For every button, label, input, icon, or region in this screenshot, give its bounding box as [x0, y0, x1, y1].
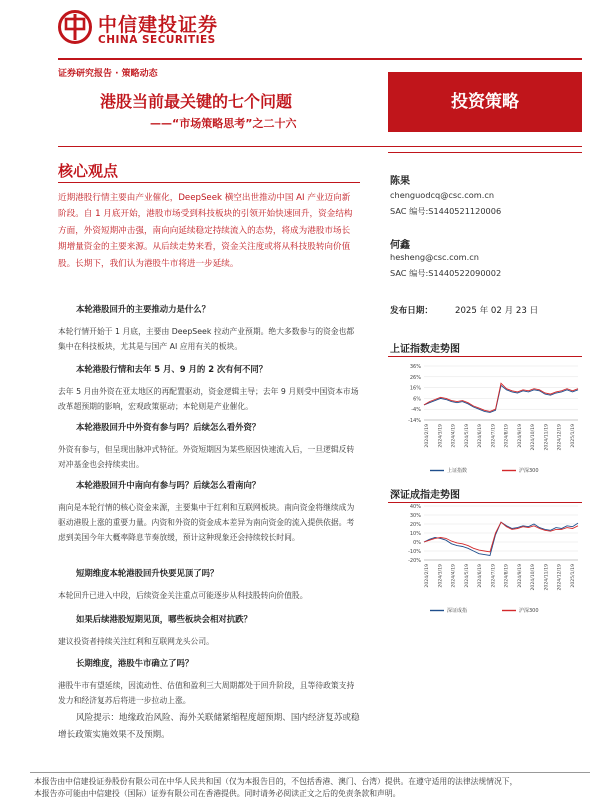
brand-name-en: CHINA SECURITIES: [98, 34, 216, 46]
report-series: 证券研究报告 · 策略动态: [58, 69, 158, 79]
y-tick-label: -4%: [411, 407, 421, 414]
y-tick-label: 16%: [409, 385, 421, 392]
y-tick-label: -10%: [408, 549, 421, 555]
report-title: 港股当前最关键的七个问题: [100, 92, 293, 111]
y-tick-label: 26%: [409, 374, 421, 381]
x-tick-label: 2024/11/19: [544, 564, 550, 591]
chart-rule: [388, 356, 582, 357]
qa-item: [58, 566, 360, 603]
company-logo: [58, 8, 228, 50]
core-view-rule: [58, 182, 360, 183]
legend-label: 上证指数: [447, 468, 468, 474]
y-tick-label: 0%: [413, 540, 421, 546]
brand-name-cn: 中信建投证券: [98, 14, 219, 36]
answer: 本轮回升已进入中段，后续资金关注重点可能逐步从科技股转向价值股。: [58, 591, 308, 600]
y-tick-label: 10%: [409, 531, 421, 537]
x-tick-label: 2024/10/19: [531, 564, 537, 591]
y-tick-label: 40%: [409, 504, 421, 510]
y-tick-label: 30%: [409, 513, 421, 519]
footer-rule: [30, 772, 590, 773]
question: 本轮港股回升中南向有参与吗？后续怎么看南向？: [76, 480, 261, 490]
publish-date-label: 发布日期：: [390, 306, 433, 316]
answer: 南向是本轮行情的核心资金来源，主要集中于红利和互联网板块。南向资金将继续成为驱动港股上涨的重要力量。内资和外资的资金成本差异为南向资金的流入提供依据。考虑到美国今年大概率降息节奏放缓，预计这种现象还会持续较长时间。: [58, 503, 355, 542]
chart-title-shanghai: 上证指数走势图: [390, 344, 460, 355]
x-tick-label: 2025/1/19: [571, 424, 576, 448]
qa-item: [58, 362, 360, 414]
analyst-sac: SAC 编号:S1440521120006: [390, 206, 502, 216]
question: 长期维度，港股牛市确立了吗？: [76, 658, 194, 668]
sidebar-rule: [388, 152, 582, 153]
analyst-email[interactable]: chenguodcq@csc.com.cn: [390, 190, 495, 200]
x-tick-label: 2024/10/19: [531, 424, 537, 451]
x-tick-label: 2024/12/19: [557, 424, 563, 451]
question: 短期维度本轮港股回升快要见顶了吗？: [76, 568, 219, 578]
title-rule: [58, 146, 582, 147]
answer: 去年 5 月由外资在亚太地区的再配置驱动，资金逻辑主导；去年 9 月则受中国资本市场改革超预期的影响，宏观政策驱动；本轮则是产业催化。: [58, 387, 359, 411]
csc-logo-icon: [58, 10, 92, 44]
disclaimer-line: 本报告由中信建投证券股份有限公司在中华人民共和国（仅为本报告目的，不包括香港、澳门、台湾）提供。在遵守适用的法律法规情况下，: [34, 777, 518, 786]
x-tick-label: 2025/1/19: [571, 564, 576, 588]
qa-item: [58, 612, 360, 649]
x-tick-label: 2024/2/19: [425, 424, 430, 448]
y-tick-label: -14%: [408, 418, 421, 424]
x-tick-label: 2024/4/19: [451, 424, 457, 448]
header-rule: [58, 58, 582, 60]
analyst-sac: SAC 编号:S1440522090002: [390, 268, 502, 278]
disclaimer: [34, 776, 594, 800]
x-tick-label: 2024/7/19: [491, 424, 497, 448]
y-tick-label: 36%: [409, 364, 421, 370]
answer: 本轮行情开始于 1 月底，主要由 DeepSeek 拉动产业预期。绝大多数参与的资金也都集中在科技板块，尤其是与国产 AI 应用有关的板块。: [58, 327, 355, 351]
question: 本轮港股回升的主要推动力是什么？: [76, 304, 210, 314]
qa-item: [58, 656, 360, 708]
x-tick-label: 2024/4/19: [451, 564, 457, 588]
shanghai-index-chart: [388, 360, 584, 476]
x-tick-label: 2024/5/19: [464, 424, 470, 448]
chart-title-shenzhen: 深证成指走势图: [390, 490, 460, 501]
x-tick-label: 2024/8/19: [504, 564, 510, 588]
analyst-email[interactable]: hesheng@csc.com.cn: [390, 252, 479, 262]
x-tick-label: 2024/7/19: [491, 564, 497, 588]
x-tick-label: 2024/11/19: [544, 424, 550, 451]
y-tick-label: 20%: [409, 522, 421, 528]
series-line: [424, 522, 578, 552]
x-tick-label: 2024/6/19: [478, 424, 484, 448]
category-badge: 投资策略: [388, 72, 582, 132]
legend-label: 沪深300: [519, 468, 539, 474]
x-tick-label: 2024/3/19: [438, 424, 444, 448]
question: 本轮港股行情和去年 5 月、9 月的 2 次有何不同？: [76, 364, 268, 374]
qa-item: [58, 302, 360, 354]
x-tick-label: 2024/9/19: [517, 424, 523, 448]
core-view-heading: 核心观点: [58, 162, 119, 180]
publish-date: [390, 304, 538, 316]
core-view-text: 近期港股行情主要由产业催化，DeepSeek 横空出世推动中国 AI 产业迈向新阶段。自 1 月底开始，港股市场受到科技板块的引领开始快速回升，资金结构方面，外资短期冲击强，南向向延续稳定持续流入的态势，将成为港股市场长期增量资金的主要来源。从后续走势来看，资金关注度或将从科技股转向价值股。长期下，我们认为港股牛市将进一步延续。: [58, 193, 353, 269]
report-subtitle: ——“市场策略思考”之二十六: [150, 117, 297, 130]
question: 本轮港股回升中外资有参与吗？后续怎么看外资？: [76, 422, 261, 432]
x-tick-label: 2024/2/19: [425, 564, 430, 588]
legend-label: 深证成指: [447, 608, 468, 614]
analyst-name: 何鑫: [390, 240, 410, 251]
analyst-name: 陈果: [390, 176, 410, 187]
qa-item: [58, 420, 360, 472]
y-tick-label: 6%: [413, 396, 421, 403]
disclaimer-line: 本报告亦可能由中信建投（国际）证券有限公司在香港提供。同时请务必阅读正文之后的免责条款和声明。: [34, 789, 401, 798]
x-tick-label: 2024/12/19: [557, 564, 563, 591]
shenzhen-index-chart: [388, 500, 584, 616]
x-tick-label: 2024/5/19: [464, 564, 470, 588]
x-tick-label: 2024/8/19: [504, 424, 510, 448]
answer: 港股牛市有望延续，因流动性、估值和盈利三大周期都处于回升阶段，且等待政策支持发力和经济复苏后将进一步拉动上涨。: [58, 681, 355, 705]
answer: 建议投资者持续关注红利和互联网龙头公司。: [58, 637, 214, 646]
answer: 外资有参与，但呈现出脉冲式特征。外资短期因为某些原因快速流入后，一旦逻辑反转对冲基金也会持续卖出。: [58, 445, 355, 469]
legend-label: 沪深300: [519, 608, 539, 614]
x-tick-label: 2024/9/19: [517, 564, 523, 588]
question: 如果后续港股短期见顶，哪些板块会相对抗跌？: [76, 614, 252, 624]
x-tick-label: 2024/3/19: [438, 564, 444, 588]
y-tick-label: -20%: [408, 558, 421, 564]
qa-item: [58, 478, 360, 545]
publish-date-value: 2025 年 02 月 23 日: [454, 306, 539, 316]
x-tick-label: 2024/6/19: [478, 564, 484, 588]
risk-warning: 风险提示：地缘政治风险、海外关联储紧缩程度超预期、国内经济复苏或稳增长政策实施效果不及预期。: [58, 713, 360, 740]
